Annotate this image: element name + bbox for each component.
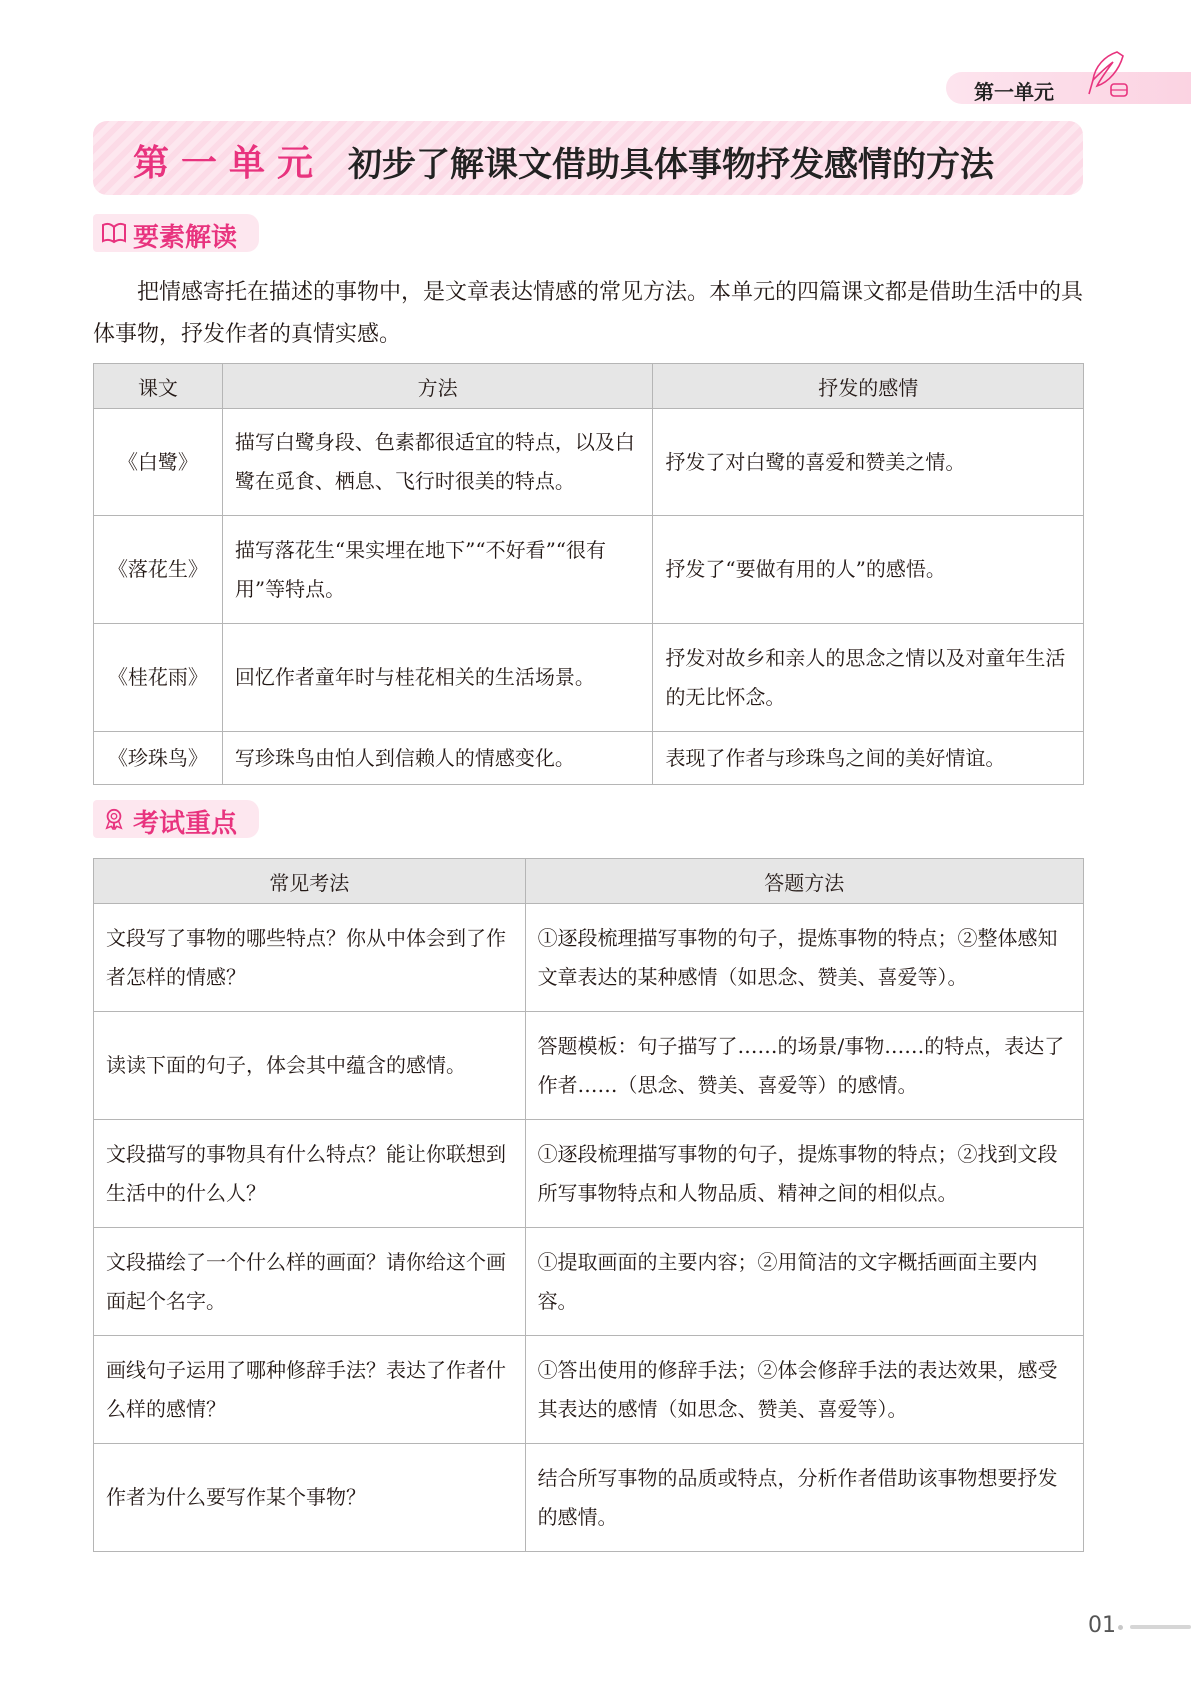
- question-cell: 画线句子运用了哪种修辞手法？表达了作者什么样的感情？: [94, 1336, 526, 1444]
- question-cell: 文段描写的事物具有什么特点？能让你联想到生活中的什么人？: [94, 1120, 526, 1228]
- answer-cell: ①逐段梳理描写事物的句子，提炼事物的特点；②找到文段所写事物特点和人物品质、精神之间的相似点。: [525, 1120, 1083, 1228]
- feeling-cell: 表现了作者与珍珠鸟之间的美好情谊。: [653, 732, 1084, 785]
- answer-cell: 结合所写事物的品质或特点，分析作者借助该事物想要抒发的感情。: [525, 1444, 1083, 1552]
- method-cell: 写珍珠鸟由怕人到信赖人的情感变化。: [222, 732, 653, 785]
- answer-cell: 答题模板：句子描写了……的场景/事物……的特点，表达了作者……（思念、赞美、喜爱等）的感情。: [525, 1012, 1083, 1120]
- answer-cell: ①答出使用的修辞手法；②体会修辞手法的表达效果，感受其表达的感情（如思念、赞美、喜爱等）。: [525, 1336, 1083, 1444]
- intro-paragraph: 把情感寄托在描述的事物中，是文章表达情感的常见方法。本单元的四篇课文都是借助生活中的具体事物，抒发作者的真情实感。: [93, 280, 1084, 347]
- table-row: [94, 1444, 1084, 1552]
- method-cell: 描写白鹭身段、色素都很适宜的特点，以及白鹭在觅食、栖息、飞行时很美的特点。: [222, 409, 653, 516]
- elements-table: [93, 363, 1084, 785]
- table-row: [94, 904, 1084, 1012]
- column-header: 常见考法: [94, 859, 526, 904]
- table-row: [94, 409, 1084, 516]
- exam-table: [93, 858, 1084, 1552]
- question-cell: 文段写了事物的哪些特点？你从中体会到了作者怎样的情感？: [94, 904, 526, 1012]
- section-label-elements: [93, 214, 259, 252]
- section-label-exam: [93, 800, 259, 838]
- page-title: 初步了解课文借助具体事物抒发感情的方法: [348, 145, 994, 185]
- feeling-cell: 抒发对故乡和亲人的思念之情以及对童年生活的无比怀念。: [653, 624, 1084, 732]
- table-header-row: [94, 364, 1084, 409]
- column-header: 抒发的感情: [653, 364, 1084, 409]
- page-number: 01: [1088, 1613, 1116, 1638]
- unit-tab-label: 第一单元: [974, 80, 1054, 104]
- method-cell: 描写落花生“果实埋在地下”“不好看”“很有用”等特点。: [222, 516, 653, 624]
- title-banner: [93, 121, 1083, 195]
- table-row: [94, 1228, 1084, 1336]
- table-row: [94, 1336, 1084, 1444]
- answer-cell: ①提取画面的主要内容；②用简洁的文字概括画面主要内容。: [525, 1228, 1083, 1336]
- question-cell: 文段描绘了一个什么样的画面？请你给这个画面起个名字。: [94, 1228, 526, 1336]
- feeling-cell: 抒发了“要做有用的人”的感悟。: [653, 516, 1084, 624]
- feather-icon: [1087, 50, 1131, 98]
- section-label-text: 要素解读: [133, 223, 238, 253]
- table-row: [94, 732, 1084, 785]
- lesson-cell: 《珍珠鸟》: [94, 732, 223, 785]
- question-cell: 作者为什么要写作某个事物？: [94, 1444, 526, 1552]
- section-label-text: 考试重点: [133, 809, 238, 839]
- book-icon: [101, 222, 127, 244]
- table-row: [94, 516, 1084, 624]
- column-header: 方法: [222, 364, 653, 409]
- question-cell: 读读下面的句子，体会其中蕴含的感情。: [94, 1012, 526, 1120]
- answer-cell: ①逐段梳理描写事物的句子，提炼事物的特点；②整体感知文章表达的某种感情（如思念、赞美、喜爱等）。: [525, 904, 1083, 1012]
- page-line: [1130, 1625, 1191, 1629]
- column-header: 课文: [94, 364, 223, 409]
- title-unit: 第一单元: [133, 143, 326, 184]
- lesson-cell: 《白鹭》: [94, 409, 223, 516]
- method-cell: 回忆作者童年时与桂花相关的生活场景。: [222, 624, 653, 732]
- table-row: [94, 624, 1084, 732]
- unit-tab: [946, 72, 1191, 104]
- table-header-row: [94, 859, 1084, 904]
- column-header: 答题方法: [525, 859, 1083, 904]
- table-row: [94, 1120, 1084, 1228]
- feeling-cell: 抒发了对白鹭的喜爱和赞美之情。: [653, 409, 1084, 516]
- table-row: [94, 1012, 1084, 1120]
- award-icon: [101, 808, 127, 830]
- lesson-cell: 《落花生》: [94, 516, 223, 624]
- page-dot: [1118, 1625, 1123, 1630]
- lesson-cell: 《桂花雨》: [94, 624, 223, 732]
